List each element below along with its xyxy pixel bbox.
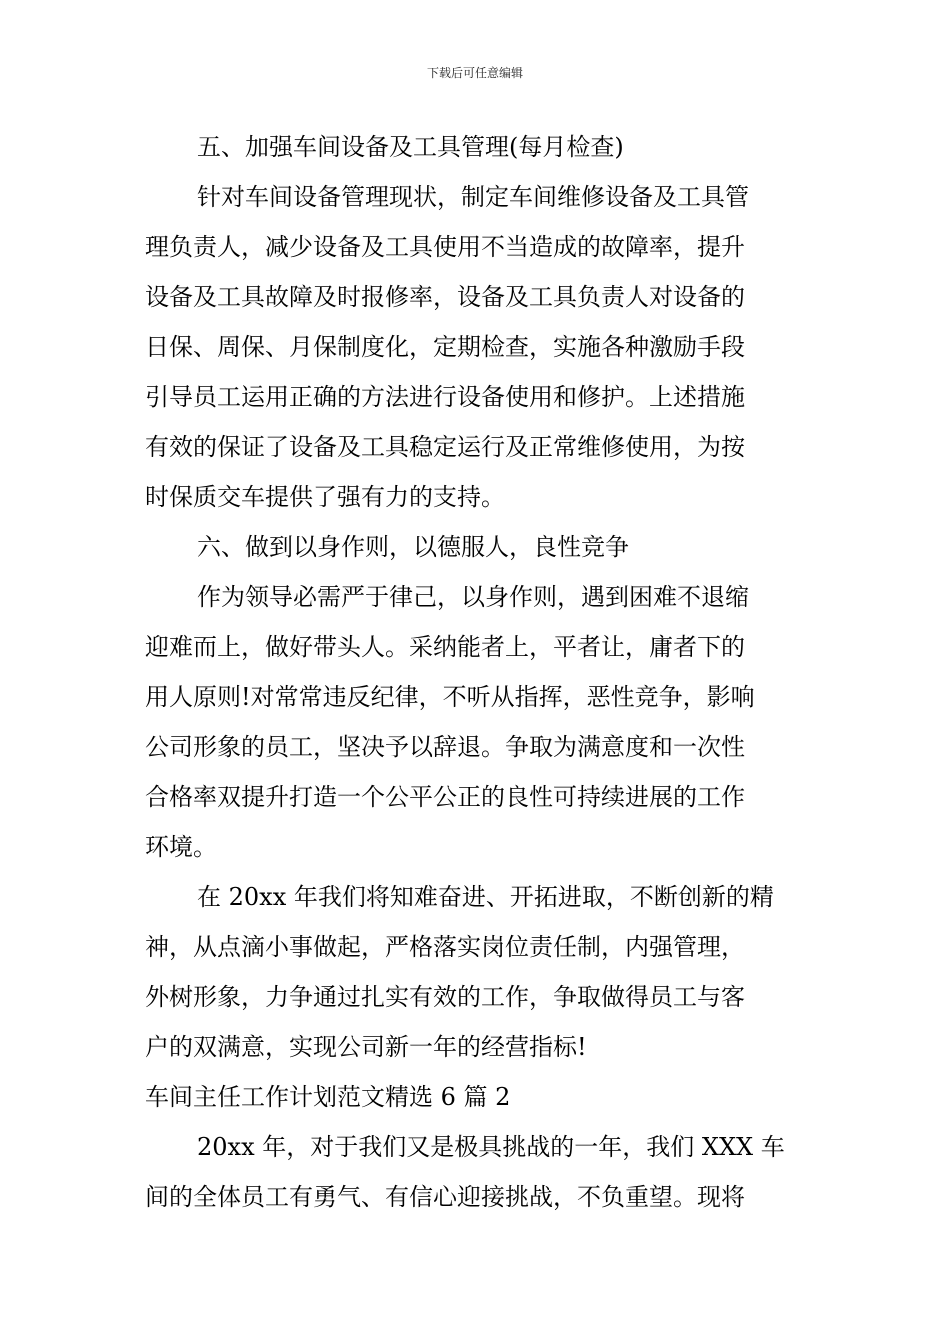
section-heading-6: 六、做到以身作则，以德服人，良性竞争: [197, 533, 629, 561]
text-line: 间的全体员工有勇气、有信心迎接挑战，不负重望。现将: [145, 1183, 745, 1211]
document-body: [145, 122, 810, 1222]
text-line: 用人原则!对常常违反纪律，不听从指挥，恶性竞争，影响: [145, 683, 755, 711]
text-line: 有效的保证了设备及工具稳定运行及正常维修使用，为按: [145, 433, 745, 461]
text-line: 环境。: [145, 833, 217, 861]
text-line: 引导员工运用正确的方法进行设备使用和修护。上述措施: [145, 383, 745, 411]
text-line: 合格率双提升打造一个公平公正的良性可持续进展的工作: [145, 783, 745, 811]
text-line: 户的双满意，实现公司新一年的经营指标!: [145, 1033, 587, 1061]
text-line: 20xx 年，对于我们又是极具挑战的一年，我们 XXX 车: [197, 1133, 785, 1161]
text-line: 理负责人，减少设备及工具使用不当造成的故障率，提升: [145, 233, 745, 261]
text-line: 日保、周保、月保制度化，定期检查，实施各种激励手段: [145, 333, 745, 361]
text-line: 公司形象的员工，坚决予以辞退。争取为满意度和一次性: [145, 733, 745, 761]
text-line: 设备及工具故障及时报修率，设备及工具负责人对设备的: [145, 283, 745, 311]
text-line: 时保质交车提供了强有力的支持。: [145, 483, 505, 511]
text-line: 作为领导必需严于律己，以身作则，遇到困难不退缩: [197, 583, 749, 611]
text-line: 外树形象，力争通过扎实有效的工作，争取做得员工与客: [145, 983, 745, 1011]
text-line: 迎难而上，做好带头人。采纳能者上，平者让，庸者下的: [145, 633, 745, 661]
page-header: 下载后可任意编辑: [426, 66, 523, 80]
text-line: 神，从点滴小事做起，严格落实岗位责任制，内强管理，: [145, 933, 745, 961]
text-line: 在 20xx 年我们将知难奋进、开拓进取，不断创新的精: [197, 883, 774, 911]
text-line: 针对车间设备管理现状，制定车间维修设备及工具管: [197, 183, 749, 211]
article-title: 车间主任工作计划范文精选 6 篇 2: [145, 1083, 511, 1111]
section-heading-5: 五、加强车间设备及工具管理(每月检查): [197, 133, 624, 161]
